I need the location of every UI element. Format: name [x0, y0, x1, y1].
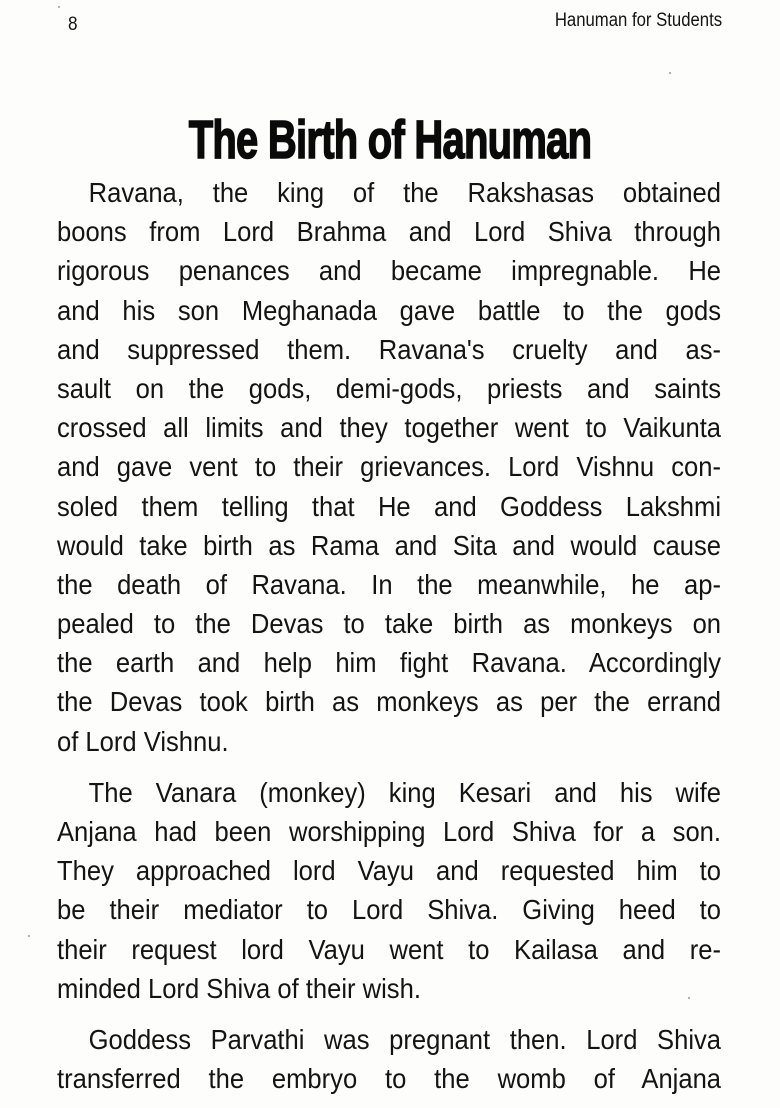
paragraph-1: [57, 173, 721, 761]
paragraph-2: [57, 773, 721, 1008]
paragraph-gap: [57, 761, 721, 773]
text-line: The Vanara (monkey) king Kesari and his wife: [88, 776, 722, 808]
text-line: transferred the embryo to the womb of Anjana: [57, 1063, 722, 1095]
scan-speck: [28, 935, 30, 937]
text-line: rigorous penances and became impregnable. He: [57, 255, 722, 287]
body-text: [57, 173, 721, 1098]
chapter-title: [0, 110, 780, 170]
running-head: Hanuman for Students: [554, 10, 722, 31]
paragraph-3: [57, 1020, 721, 1098]
page-header: [0, 8, 780, 38]
text-line: and his son Meghanada gave battle to the gods: [57, 294, 722, 326]
paragraph-gap: [57, 1008, 721, 1020]
text-line: soled them telling that He and Goddess Lakshmi: [57, 490, 722, 522]
text-line: boons from Lord Brahma and Lord Shiva through: [57, 216, 722, 248]
chapter-title-text: The Birth of Hanuman: [188, 110, 592, 171]
text-line: would take birth as Rama and Sita and would cause: [57, 529, 722, 561]
scan-speck: [688, 997, 690, 999]
scan-speck: [669, 72, 671, 74]
text-line: be their mediator to Lord Shiva. Giving heed to: [57, 894, 722, 926]
text-line: Ravana, the king of the Rakshasas obtained: [88, 177, 722, 208]
text-line: and suppressed them. Ravana's cruelty and as-: [57, 333, 722, 365]
text-line: their request lord Vayu went to Kailasa and re-: [57, 933, 722, 965]
page-number: 8: [68, 14, 78, 35]
scan-speck: [58, 6, 60, 8]
text-line: the death of Ravana. In the meanwhile, he ap-: [57, 568, 722, 600]
text-line: They approached lord Vayu and requested him to: [57, 855, 722, 887]
text-line: the earth and help him fight Ravana. Accordingly: [57, 647, 722, 679]
text-line: of Lord Vishnu.: [57, 725, 229, 757]
text-line: Goddess Parvathi was pregnant then. Lord Shiva: [88, 1023, 722, 1055]
text-line: the Devas took birth as monkeys as per the errand: [57, 686, 722, 718]
text-line: pealed to the Devas to take birth as monkeys on: [57, 608, 722, 640]
text-line: and gave vent to their grievances. Lord Vishnu con-: [57, 451, 722, 483]
text-line: sault on the gods, demi-gods, priests and saints: [57, 372, 722, 404]
text-line: crossed all limits and they together went to Vaikunta: [57, 412, 722, 444]
text-line: Anjana had been worshipping Lord Shiva for a son.: [57, 816, 722, 847]
text-line: minded Lord Shiva of their wish.: [57, 972, 421, 1004]
